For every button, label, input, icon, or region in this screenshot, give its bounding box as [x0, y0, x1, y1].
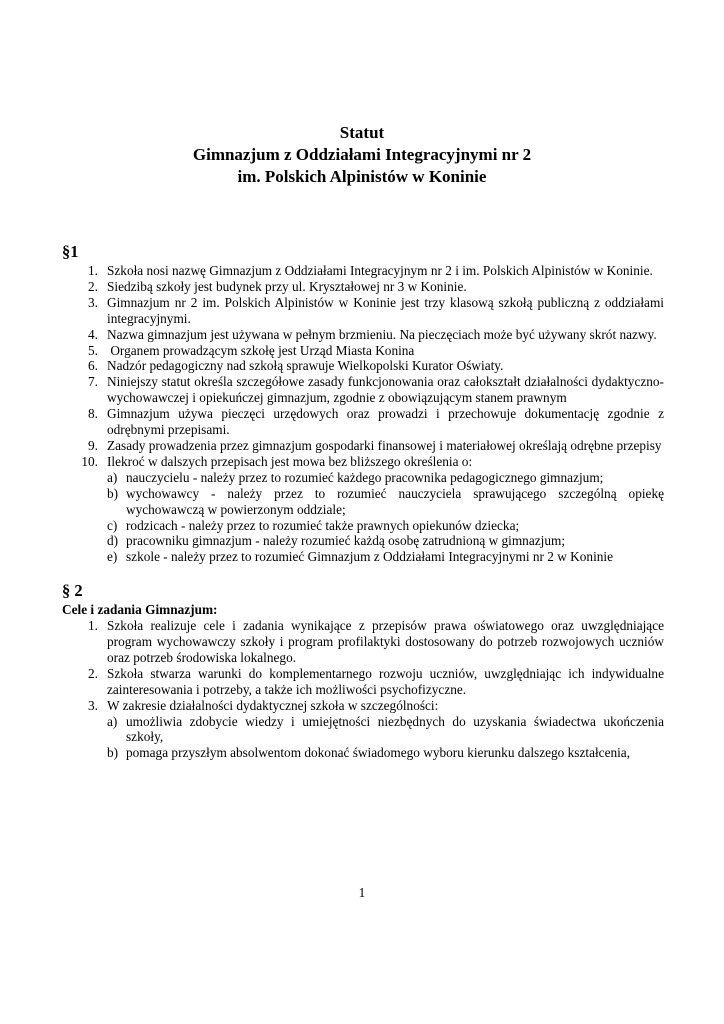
- list-item: [62, 279, 664, 295]
- list-text: Ilekroć w dalszych przepisach jest mowa bez bliższego określenia o:: [107, 453, 473, 469]
- list-item: [62, 343, 664, 359]
- list-item: [62, 698, 664, 762]
- list-number: 3.: [88, 697, 98, 713]
- list-text: Gimnazjum nr 2 im. Polskich Alpinistów w Koninie jest trzy klasową szkołą publiczną z oddziałami integracyjnymi.: [107, 294, 664, 326]
- sub-list-item: [107, 549, 664, 565]
- list-item: [62, 666, 664, 698]
- sub-list-text: rodzicach - należy przez to rozumieć także prawnych opiekunów dziecka;: [126, 517, 520, 533]
- list-text: W zakresie działalności dydaktycznej szkoła w szczególności:: [107, 697, 439, 713]
- sub-list-item: [107, 745, 664, 761]
- section-1-list: [62, 263, 664, 565]
- title-line-1: Statut: [339, 123, 385, 142]
- list-text: Nadzór pedagogiczny nad szkołą sprawuje Wielkopolski Kurator Oświaty.: [107, 358, 504, 374]
- list-number: 2.: [88, 665, 98, 681]
- section-1-sublist: [107, 470, 664, 565]
- sub-list-text: pracowniku gimnazjum - należy rozumieć każdą osobę zatrudnioną w gimnazjum;: [126, 533, 566, 549]
- list-item: [62, 454, 664, 565]
- list-number: 2.: [88, 278, 98, 294]
- list-number: 6.: [88, 358, 98, 374]
- list-number: 9.: [88, 437, 98, 453]
- sub-list-text: umożliwia zdobycie wiedzy i umiejętności niezbędnych do uzyskania świadectwa ukończenia szkoły,: [126, 713, 664, 745]
- document-title: [0, 122, 724, 188]
- list-number: 4.: [88, 326, 98, 342]
- list-text: Szkoła realizuje cele i zadania wynikające z przepisów prawa oświatowego oraz uwzględniające program wychowawczy szkoły i program profilaktyki dostosowany do potrzeb rozwojowych uczniów oraz potrzeb środowiska lokalnego.: [107, 618, 664, 665]
- list-text: Organem prowadzącym szkołę jest Urząd Miasta Konina: [107, 342, 415, 358]
- list-item: [62, 618, 664, 666]
- sub-list-text: pomaga przyszłym absolwentom dokonać świadomego wyboru kierunku dalszego kształcenia,: [126, 745, 631, 761]
- sub-list-text: wychowawcy - należy przez to rozumieć nauczyciela sprawującego szczególną opiekę wychowawczą w powierzonym oddziale;: [126, 485, 664, 517]
- section-2-list: [62, 618, 664, 761]
- list-text: Zasady prowadzenia przez gimnazjum gospodarki finansowej i materiałowej określają odrębne przepisy: [107, 437, 662, 453]
- sub-list-text: nauczycielu - należy przez to rozumieć każdego pracownika pedagogicznego gimnazjum;: [126, 469, 604, 485]
- list-item: [62, 358, 664, 374]
- list-text: Gimnazjum używa pieczęci urzędowych oraz prowadzi i przechowuje dokumentację zgodnie z odrębnymi przepisami.: [107, 406, 664, 438]
- sub-list-text: szkole - należy przez to rozumieć Gimnazjum z Oddziałami Integracyjnymi nr 2 w Koninie: [126, 549, 614, 565]
- list-item: [62, 406, 664, 438]
- list-number: 5.: [88, 342, 98, 358]
- document-body: [62, 241, 664, 761]
- list-number: 1.: [88, 263, 98, 278]
- list-number: 10.: [81, 453, 98, 469]
- sub-list-letter: d): [107, 533, 119, 549]
- list-item: [62, 438, 664, 454]
- sub-list-letter: e): [107, 549, 118, 565]
- section-1-heading: §1: [62, 242, 79, 261]
- sub-list-letter: c): [107, 517, 118, 533]
- list-item: [62, 374, 664, 406]
- list-item: [62, 295, 664, 327]
- sub-list-item: [107, 470, 664, 486]
- list-text: Nazwa gimnazjum jest używana w pełnym brzmieniu. Na pieczęciach może być używany skrót nazwy.: [107, 326, 657, 342]
- sub-list-letter: b): [107, 745, 119, 761]
- list-item: [62, 327, 664, 343]
- sub-list-item: [107, 714, 664, 746]
- list-text: Szkoła nosi nazwę Gimnazjum z Oddziałami Integracyjnym nr 2 i im. Polskich Alpinistów w Koninie.: [107, 263, 653, 278]
- list-number: 8.: [88, 406, 98, 422]
- sub-list-letter: a): [107, 713, 118, 729]
- section-2-subheading: Cele i zadania Gimnazjum:: [62, 602, 218, 618]
- sub-list-item: [107, 518, 664, 534]
- list-number: 3.: [88, 294, 98, 310]
- list-text: Niniejszy statut określa szczegółowe zasady funkcjonowania oraz całokształt działalności dydaktyczno-wychowawczej i opiekuńczej gimnazjum, zgodnie z obowiązującym stanem prawnym: [107, 374, 664, 406]
- list-item: [62, 263, 664, 279]
- title-line-2: Gimnazjum z Oddziałami Integracyjnymi nr 2: [192, 145, 532, 164]
- list-text: Siedzibą szkoły jest budynek przy ul. Kryształowej nr 3 w Koninie.: [107, 278, 467, 294]
- list-number: 1.: [88, 618, 98, 634]
- title-line-3: im. Polskich Alpinistów w Koninie: [237, 167, 487, 186]
- sub-list-letter: a): [107, 469, 118, 485]
- sub-list-item: [107, 533, 664, 549]
- list-text: Szkoła stwarza warunki do komplementarnego rozwoju uczniów, uwzględniając ich indywidualne zainteresowania i potrzeby, a także ich możliwości psychofizyczne.: [107, 665, 664, 697]
- sub-list-letter: b): [107, 485, 119, 501]
- section-2-heading: § 2: [62, 581, 83, 601]
- sub-list-item: [107, 486, 664, 518]
- list-number: 7.: [88, 374, 98, 390]
- section-2-sublist: [107, 714, 664, 762]
- page-number: 1: [358, 885, 366, 900]
